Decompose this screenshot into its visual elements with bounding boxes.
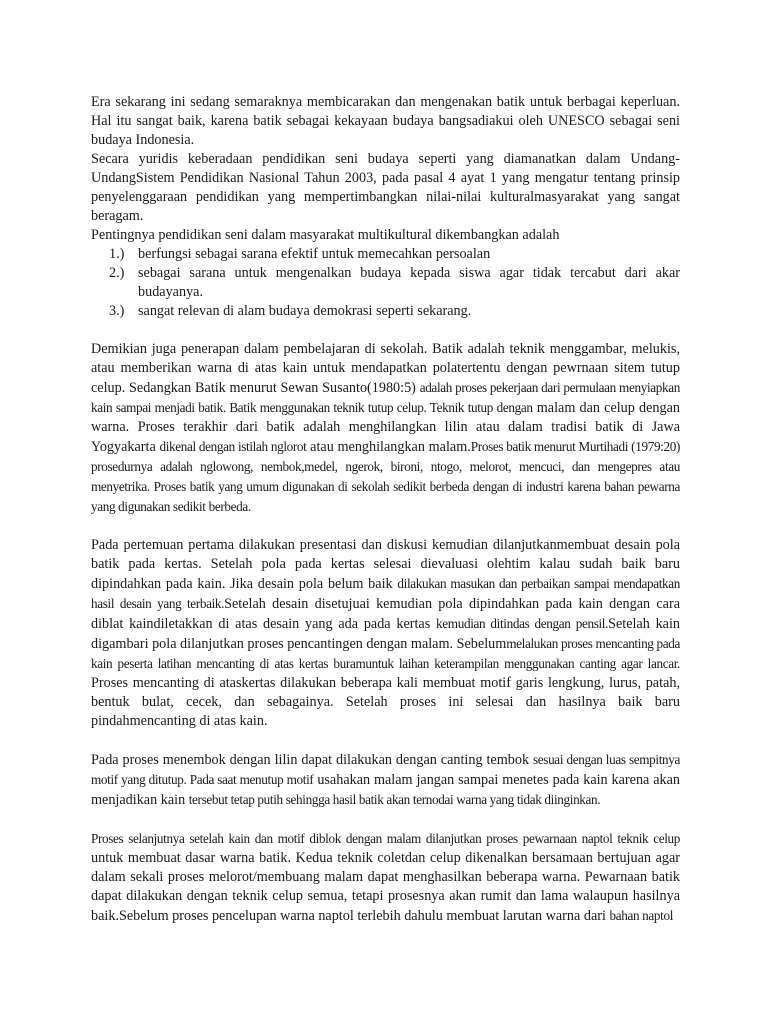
- list-item: 1.) berfungsi sebagai sarana efektif untuk memecahkan persoalan: [109, 246, 491, 262]
- paragraph-menembok: Pada proses menembok dengan lilin dapat dilakukan dengan canting tembok sesuai dengan luas sempitnya motif yang ditutup. Pada saat menutup motif usahakan malam jangan sampai menetes pada kain karena akan menjadikan kain tersebut tetap putih sehingga hasil batik akan ternodai warna yang tidak diinginkan.: [91, 752, 681, 808]
- paragraph-yuridis: Secara yuridis keberadaan pendidikan seni budaya seperti yang diamanatkan dalam Undang-UndangSistem Pendidikan Nasional Tahun 2003, pada pasal 4 ayat 1 yang mengatur tentang prinsip penyelenggaraan pendidikan yang mempertimbangkan nilai-nilai kulturalmasyarakat yang sangat beragam.: [91, 151, 680, 224]
- list-item: 3.) sangat relevan di alam budaya demokrasi seperti sekarang.: [109, 303, 472, 319]
- paragraph-pewarnaan: Proses selanjutnya setelah kain dan motif diblok dengan malam dilanjutkan proses pewarnaan naptol teknik celup untuk membuat dasar warna batik. Kedua teknik coletdan celup dikenalkan bersamaan bertujuan agar dalam sekali proses melorot/membuang malam dapat menghasilkan beberapa warna. Pewarnaan batik dapat dilakukan dengan teknik celup semua, tetapi prosesnya akan rumit dan lama walaupun hasilnya baik.Sebelum proses pencelupan warna naptol terlebih dahulu membuat larutan warna dari bahan naptol: [91, 831, 681, 924]
- paragraph-batik-definition: Demikian juga penerapan dalam pembelajaran di sekolah. Batik adalah teknik menggambar, melukis, atau memberikan warna di atas kain untuk mendapatkan polatertentu dengan pewrnaan sitem tutup celup. Sedangkan Batik menurut Sewan Susanto(1980:5) adalah proses pekerjaan dari permulaan menyiapkan kain sampai menjadi batik. Batik menggunakan teknik tutup celup. Teknik tutup dengan malam dan celup dengan warna. Proses terakhir dari batik adalah menghilangkan lilin atau dalam tradisi batik di Jawa Yogyakarta dikenal dengan istilah nglorot atau menghilangkan malam.Proses batik menurut Murtihadi (1979:20) prosedurnya adalah nglowong, nembok,medel, ngerok, bironi, ntogo, melorot, mencuci, dan mengepres atau menyetrika. Proses batik yang umum digunakan di sekolah sedikit berbeda dengan di industri karena bahan pewarna yang digunakan sedikit berbeda.: [91, 341, 681, 514]
- paragraph-intro: Era sekarang ini sedang semaraknya membicarakan dan mengenakan batik untuk berbagai keperluan. Hal itu sangat baik, karena batik sebagai kekayaan budaya bangsadiakui oleh UNESCO sebagai seni budaya Indonesia.: [91, 94, 680, 148]
- list-item: 2.) sebagai sarana untuk mengenalkan budaya kepada siswa agar tidak tercabut dari akar budayanya.: [109, 265, 680, 300]
- numbered-list: [91, 245, 680, 321]
- paragraph-list-intro: Pentingnya pendidikan seni dalam masyarakat multikultural dikembangkan adalah: [91, 227, 560, 243]
- paragraph-first-meeting: Pada pertemuan pertama dilakukan presentasi dan diskusi kemudian dilanjutkanmembuat desain pola batik pada kertas. Setelah pola pada kertas selesai dievaluasi olehtim kalau sudah baik baru dipindahkan pada kain. Jika desain pola belum baik dilakukan masukan dan perbaikan sampai mendapatkan hasil desain yang terbaik.Setelah desain disetujuai kemudian pola dipindahkan pada kain dengan cara diblat kaindiletakkan di atas desain yang ada pada kertas kemudian ditindas dengan pensil.Setelah kain digambari pola dilanjutkan proses pencantingen dengan malam. Sebelummelalukan proses mencanting pada kain peserta latihan mencanting di atas kertas buramuntuk laihan keterampilan menggunakan canting agar lancar. Proses mencanting di ataskertas dilakukan beberapa kali membuat motif garis lengkung, lurus, patah, bentuk bulat, cecek, dan sebagainya. Setelah proses ini selesai dan hasilnya baik baru pindahmencanting di atas kain.: [91, 537, 681, 729]
